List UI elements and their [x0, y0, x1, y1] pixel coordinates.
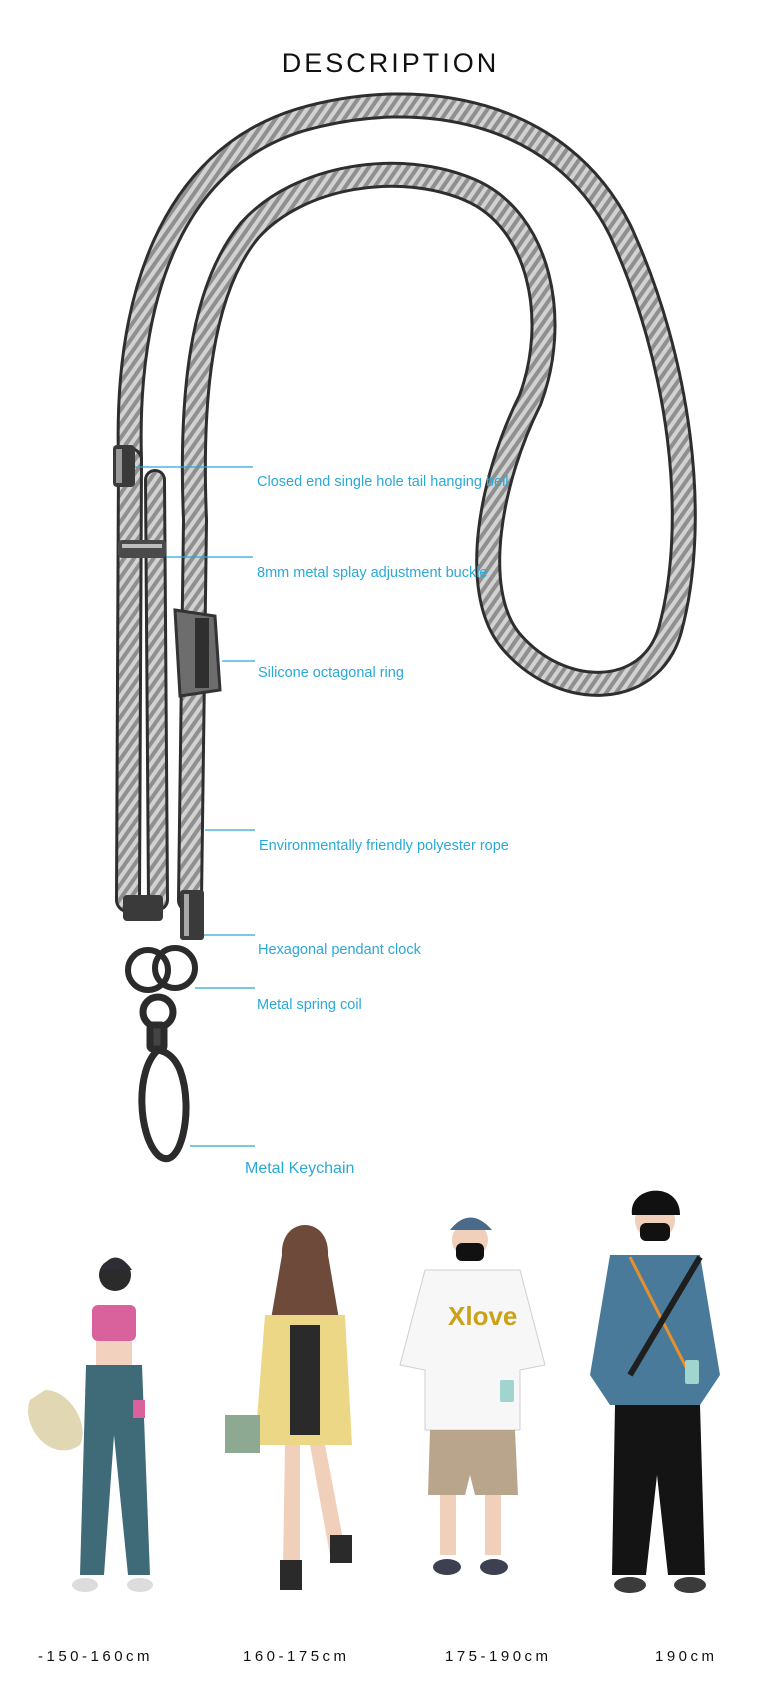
- callout-label-clock: Hexagonal pendant clock: [258, 942, 421, 958]
- height-label-4: 190cm: [655, 1648, 718, 1665]
- callout-label-buckle: 8mm metal splay adjustment buckle: [257, 565, 488, 581]
- figure-model-1: [28, 1258, 153, 1593]
- height-label-2: 160-175cm: [243, 1648, 350, 1665]
- adjustment-buckle-hardware: [118, 540, 166, 558]
- tail-bell-hardware: [113, 445, 135, 487]
- keychain-hardware: [142, 997, 186, 1159]
- callout-label-keychain: Metal Keychain: [245, 1160, 355, 1177]
- figure-model-4: [590, 1191, 720, 1593]
- callout-label-rope: Environmentally friendly polyester rope: [259, 838, 509, 854]
- callout-label-coil: Metal spring coil: [257, 997, 362, 1013]
- model-figures: [0, 1175, 781, 1635]
- spring-coil-hardware: [128, 948, 195, 990]
- page-title: DESCRIPTION: [281, 48, 500, 78]
- callout-label-ring: Silicone octagonal ring: [258, 665, 404, 681]
- figure-model-3: [400, 1218, 545, 1576]
- height-label-1: -150-160cm: [38, 1648, 154, 1665]
- octagonal-ring-hardware: [175, 610, 220, 696]
- callout-label-tail-bell: Closed end single hole tail hanging bell: [257, 474, 509, 490]
- svg-text:Xlove: Xlove: [448, 1301, 518, 1331]
- rope-loop: [128, 105, 684, 900]
- height-label-3: 175-190cm: [445, 1648, 552, 1665]
- figure-model-2: [225, 1225, 352, 1590]
